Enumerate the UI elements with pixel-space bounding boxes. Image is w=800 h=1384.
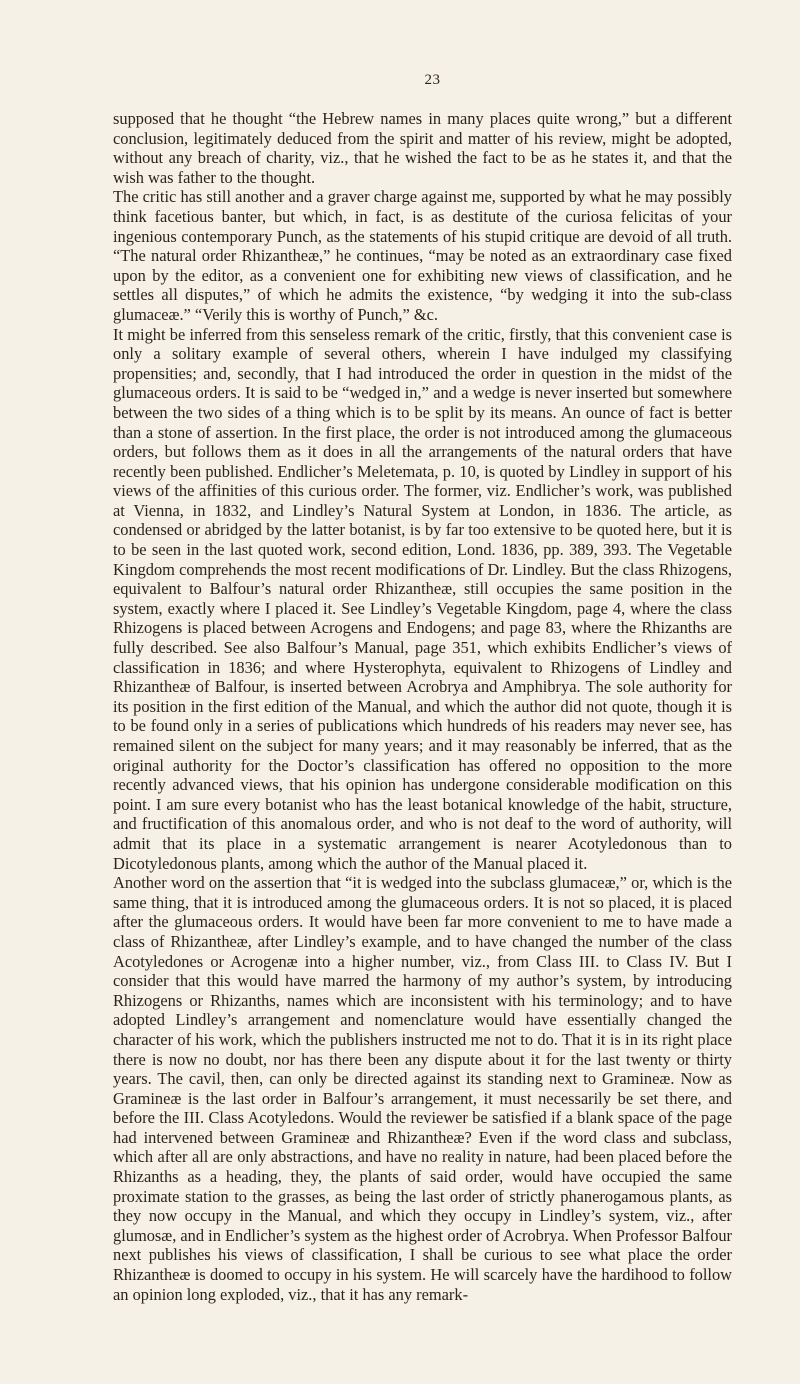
paragraph: supposed that he thought “the Hebrew names in many places quite wrong,” but a different conclusion, legitimately deduced from the spirit and matter of his review, might be adopted, without any breach of charity, viz., that he wished the fact to be as he states it, and that the wish was father to the thought.: [113, 109, 732, 187]
body-text: [113, 109, 732, 1304]
paragraph: The critic has still another and a graver charge against me, supported by what he may possibly think facetious banter, but which, in fact, is as destitute of the curiosa felicitas of your ingenious contemporary Punch, as the statements of his stupid critique are devoid of all truth. “The natural order Rhizantheæ,” he continues, “may be noted as an extraordinary case fixed upon by the editor, as a convenient one for exhibiting new views of classification, and he settles all disputes,” of which he admits the existence, “by wedging it into the sub-class glumaceæ.” “Verily this is worthy of Punch,” &c.: [113, 187, 732, 324]
page-number: 23: [424, 72, 441, 88]
paragraph: It might be inferred from this senseless remark of the critic, firstly, that this convenient case is only a solitary example of several others, wherein I have indulged my classifying propensities; and, secondly, that I had introduced the order in question in the midst of the glumaceous orders. It is said to be “wedged in,” and a wedge is never inserted but somewhere between the two sides of a thing which is to be split by its means. An ounce of fact is better than a stone of assertion. In the first place, the order is not introduced among the glumaceous orders, but follows them as it does in all the arrangements of the natural orders that have recently been published. Endlicher’s Meletemata, p. 10, is quoted by Lindley in support of his views of the affinities of this curious order. The former, viz. Endlicher’s work, was published at Vienna, in 1832, and Lindley’s Natural System at London, in 1836. The article, as condensed or abridged by the latter botanist, is by far too extensive to be quoted here, but it is to be seen in the last quoted work, second edition, Lond. 1836, pp. 389, 393. The Vegetable Kingdom comprehends the most recent modifications of Dr. Lindley. But the class Rhizogens, equivalent to Balfour’s natural order Rhizantheæ, still occupies the same position in the system, exactly where I placed it. See Lindley’s Vegetable Kingdom, page 4, where the class Rhizogens is placed between Acrogens and Endogens; and page 83, where the Rhizanths are fully described. See also Balfour’s Manual, page 351, which exhibits Endlicher’s views of classification in 1836; and where Hysterophyta, equivalent to Rhizogens of Lindley and Rhizantheæ of Balfour, is inserted between Acrobrya and Amphibrya. The sole authority for its position in the first edition of the Manual, and which the author did not quote, though it is to be found only in a series of publications which hundreds of his readers may never see, has remained silent on the subject for many years; and it may reasonably be inferred, that as the original authority for the Doctor’s classification has offered no opposition to the more recently advanced views, that his opinion has undergone considerable modification on this point. I am sure every botanist who has the least botanical knowledge of the habit, structure, and fructification of this anomalous order, and who is not deaf to the word of authority, will admit that its place in a systematic arrangement is nearer Acotyledonous than to Dicotyledonous plants, among which the author of the Manual placed it.: [113, 324, 732, 873]
paragraph: Another word on the assertion that “it is wedged into the subclass glumaceæ,” or, which is the same thing, that it is introduced among the glumaceous orders. It is not so placed, it is placed after the glumaceous orders. It would have been far more convenient to me to have made a class of Rhizantheæ, after Lindley’s example, and to have changed the number of the class Acotyledones or Acrogenæ into a higher number, viz., from Class III. to Class IV. But I consider that this would have marred the harmony of my author’s system, by introducing Rhizogens or Rhizanths, names which are inconsistent with his terminology; and to have adopted Lindley’s arrangement and nomenclature would have essentially changed the character of his work, which the publishers instructed me not to do. That it is in its right place there is now no doubt, nor has there been any dispute about it for the last twenty or thirty years. The cavil, then, can only be directed against its standing next to Gramineæ. Now as Gramineæ is the last order in Balfour’s arrangement, it must necessarily be set there, and before the III. Class Acotyledons. Would the reviewer be satisfied if a blank space of the page had intervened between Gramineæ and Rhizantheæ? Even if the word class and subclass, which after all are only abstractions, and have no reality in nature, had been placed before the Rhizanths as a heading, they, the plants of said order, would have occupied the same proximate station to the grasses, as being the last order of strictly phanerogamous plants, as they now occupy in the Manual, and which they occupy in Lindley’s system, viz., after glumosæ, and in Endlicher’s system as the highest order of Acrobrya. When Professor Balfour next publishes his views of classification, I shall be curious to see what place the order Rhizantheæ is doomed to occupy in his system. He will scarcely have the hardihood to follow an opinion long exploded, viz., that it has any remark-: [113, 873, 732, 1304]
